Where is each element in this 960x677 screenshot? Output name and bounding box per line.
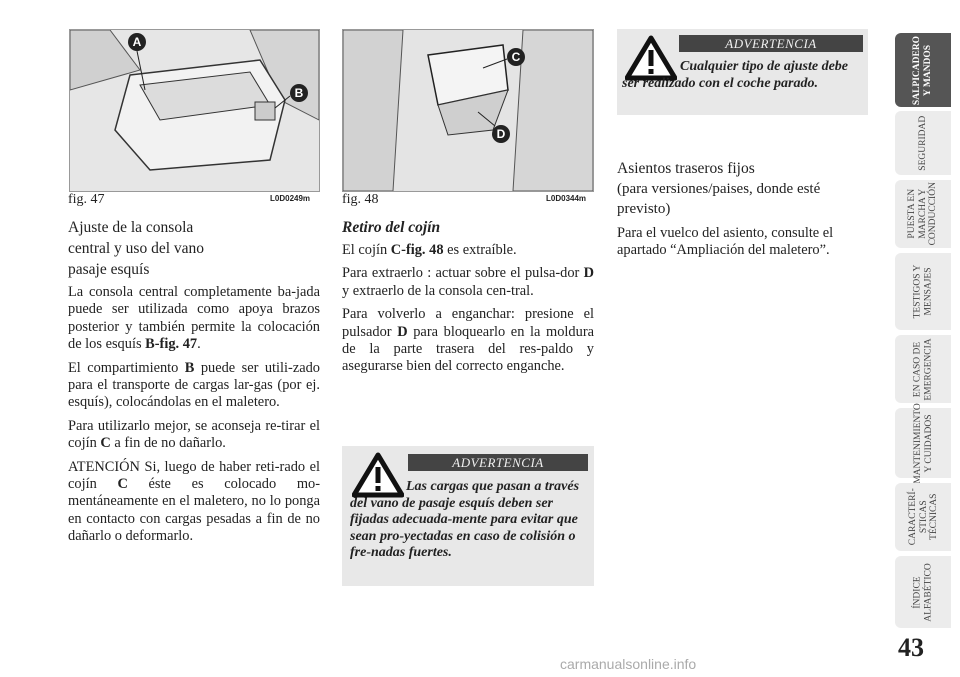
text: a fin de no dañarlo. bbox=[110, 435, 226, 452]
tab-label: SALPICADERO Y MANDOS bbox=[912, 35, 933, 105]
tab-label: CARACTERÍ- STICAS TÉCNICAS bbox=[907, 488, 939, 546]
paragraph: Para el vuelco del asiento, consulte el apartado “Ampliación del maletero”. bbox=[617, 225, 834, 259]
warning-title: ADVERTENCIA bbox=[679, 35, 863, 52]
svg-text:D: D bbox=[496, 127, 506, 141]
ref-label: B bbox=[184, 359, 195, 376]
ref-label: D bbox=[397, 323, 408, 340]
cushion-illustration bbox=[343, 30, 593, 191]
warning-box-adjust bbox=[617, 29, 868, 115]
paragraph: La consola central completamente ba-jada puede ser utilizada como apoya brazos posterior y también permite la colocación de los esquís B-fig. 47. bbox=[68, 284, 320, 353]
column-3 bbox=[617, 158, 869, 266]
text: y extraerlo de la consola cen-tral. bbox=[342, 282, 534, 299]
warning-box-loads bbox=[342, 446, 594, 586]
warning-title: ADVERTENCIA bbox=[408, 454, 588, 471]
tab-mantenimiento[interactable] bbox=[895, 402, 951, 484]
tab-label: PUESTA EN MARCHA Y CONDUCCIÓN bbox=[907, 182, 939, 246]
figure-47-code: L0D0249m bbox=[270, 194, 311, 203]
text: ATENCIÓN Si, luego de haber reti-rado el cojín bbox=[68, 458, 320, 493]
paragraph-sub: (para versiones/paises, donde esté previsto) bbox=[617, 181, 821, 217]
paragraph bbox=[342, 306, 594, 376]
text: El cojín bbox=[342, 242, 391, 258]
tab-seguridad[interactable] bbox=[895, 111, 951, 175]
text: puede ser utili-zado para el transporte de cargas lar-gas (por ej. esquís), colocándolas en el maletero. bbox=[68, 359, 320, 411]
figure-48-image bbox=[342, 29, 594, 192]
tab-puesta-en-marcha[interactable] bbox=[895, 180, 951, 248]
paragraph bbox=[68, 360, 320, 412]
text: Para extraerlo : actuar sobre el pulsa-dor bbox=[342, 265, 584, 282]
text: éste es colocado mo-mentáneamente en el maletero, no lo ponga en contacto con cargas pesadas a fin de no dañarlo o deformarlo. bbox=[68, 476, 321, 545]
tab-indice[interactable] bbox=[895, 556, 951, 628]
tab-label: SEGURIDAD bbox=[917, 115, 928, 171]
figure-ref: B-fig. 47 bbox=[145, 336, 198, 353]
column-1 bbox=[68, 217, 320, 552]
paragraph bbox=[342, 242, 594, 259]
tab-testigos[interactable] bbox=[895, 253, 951, 330]
paragraph bbox=[342, 265, 594, 300]
text: La consola central completamente ba-jada puede ser utilizada como apoya brazos posterior y también permite la colocación de los esquís bbox=[68, 284, 320, 353]
figure-48-code: L0D0344m bbox=[546, 194, 587, 203]
text: Para volverlo a enganchar: presione el pulsador bbox=[342, 306, 594, 340]
text: para bloquearlo en la moldura de la parte trasera del res-paldo y asegurarse bien del correcto enganche. bbox=[342, 323, 594, 375]
tab-emergencia[interactable] bbox=[895, 335, 951, 403]
text: El compartimiento bbox=[68, 359, 185, 376]
text: es extraíble. bbox=[443, 242, 517, 258]
tab-label: EN CASO DE EMERGENCIA bbox=[912, 337, 933, 401]
paragraph bbox=[68, 418, 320, 453]
ref-label: D bbox=[583, 265, 594, 282]
figure-48-caption: fig. 48 bbox=[342, 192, 379, 207]
section-heading-console: Ajuste de la consola central y uso del vano pasaje esquís bbox=[68, 219, 205, 278]
figure-47-image bbox=[69, 29, 320, 192]
tab-salpicadero[interactable] bbox=[895, 33, 951, 107]
svg-text:B: B bbox=[294, 86, 304, 100]
tab-label: TESTIGOS Y MENSAJES bbox=[912, 264, 933, 319]
ref-label: C bbox=[100, 435, 111, 452]
section-heading-rear-seats: Asientos traseros fijos bbox=[617, 160, 755, 177]
paragraph bbox=[68, 459, 320, 546]
warning-text: Cualquier tipo de ajuste debe ser realizado con el coche parado. bbox=[622, 59, 848, 91]
tab-caracteristicas[interactable] bbox=[895, 483, 951, 551]
console-illustration bbox=[70, 30, 319, 191]
warning-text: Las cargas que pasan a través del vano de pasaje esquís deben ser fijadas adecuada-mente para evitar que sean pro-yectadas en caso de colisión o fre-nadas fuertes. bbox=[350, 479, 580, 560]
section-heading-cushion: Retiro del cojín bbox=[342, 219, 441, 236]
page-number: 43 bbox=[898, 633, 924, 662]
svg-text:A: A bbox=[132, 35, 142, 49]
watermark: carmanualsonline.info bbox=[560, 656, 697, 672]
figure-ref: C-fig. 48 bbox=[390, 242, 444, 258]
column-2 bbox=[342, 217, 594, 382]
ref-label: C bbox=[117, 476, 128, 493]
tab-label: MANTENIMIENTO Y CUIDADOS bbox=[912, 402, 934, 484]
svg-text:C: C bbox=[511, 50, 521, 64]
text: Para utilizarlo mejor, se aconseja re-tirar el cojín bbox=[68, 417, 320, 452]
tab-label: ÍNDICE ALFABÉTICO bbox=[912, 562, 933, 622]
figure-47-caption: fig. 47 bbox=[68, 192, 105, 207]
